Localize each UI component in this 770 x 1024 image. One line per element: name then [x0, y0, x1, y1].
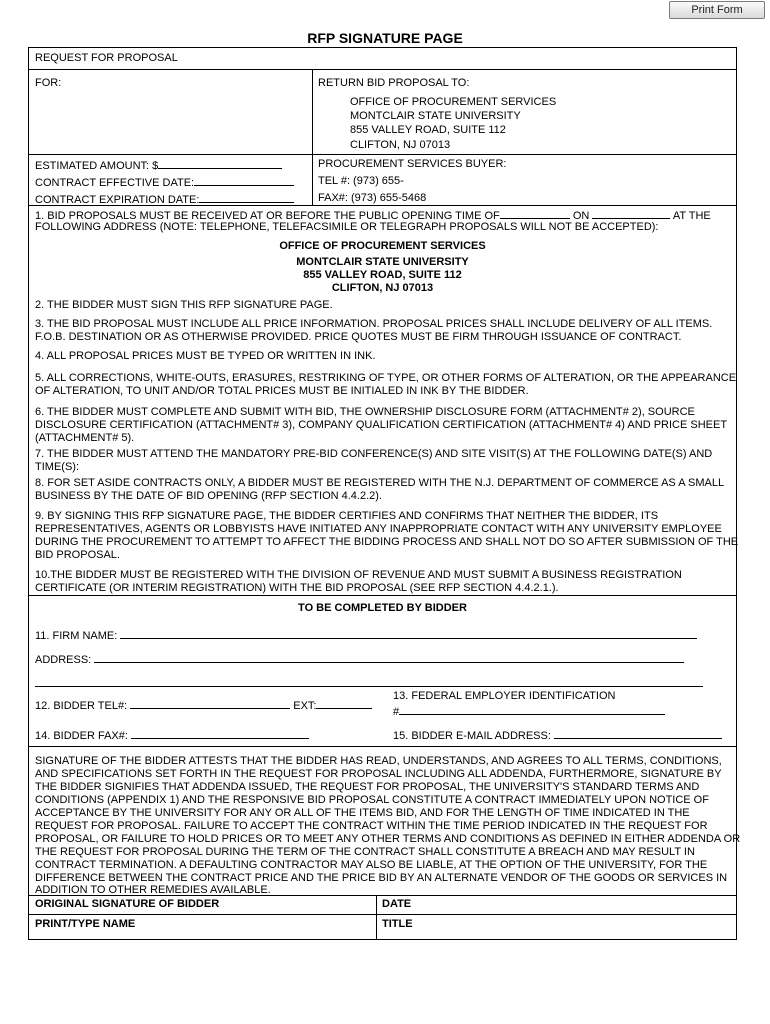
attestation-line: REQUEST FOR PROPOSAL. FAILURE TO ACCEPT THE CONTRACT WITHIN THE TIME PERIOD INDICATED IN THE REQUEST FOR — [35, 820, 708, 832]
rule-header — [28, 69, 737, 70]
original-signature-label: ORIGINAL SIGNATURE OF BIDDER — [35, 898, 220, 910]
divider-header — [312, 69, 313, 205]
contract-effective-field[interactable] — [35, 175, 294, 190]
attestation-line: SIGNATURE OF THE BIDDER ATTESTS THAT THE BIDDER HAS READ, UNDERSTANDS, AND AGREES TO ALL TERMS, CONDITIONS, — [35, 755, 722, 767]
instruction-5: 5. ALL CORRECTIONS, WHITE-OUTS, ERASURES, RESTRIKING OF TYPE, OR OTHER FORMS OF ALTERATION, OR THE APPEARANCE — [35, 372, 737, 384]
firm-name-label: 11. FIRM NAME: — [35, 630, 118, 642]
instruction-9: REPRESENTATIVES, AGENTS OR LOBBYISTS HAVE INITIATED ANY INAPPROPRIATE CONTACT WITH ANY UNIVERSITY EMPLOYEE — [35, 523, 722, 535]
estimated-amount-field[interactable] — [35, 158, 282, 173]
address-field-line2[interactable] — [35, 676, 703, 691]
estimated-amount-label: ESTIMATED AMOUNT: $ — [35, 160, 159, 172]
contract-effective-label: CONTRACT EFFECTIVE DATE: — [35, 177, 195, 189]
instruction-9: 9. BY SIGNING THIS RFP SIGNATURE PAGE, THE BIDDER CERTIFIES AND CONFIRMS THAT NEITHER THE BIDDER, ITS — [35, 510, 659, 522]
opening-address-line: MONTCLAIR STATE UNIVERSITY — [296, 256, 469, 268]
bidder-fax-field[interactable] — [35, 728, 309, 743]
address-field[interactable] — [35, 652, 684, 667]
return-address-line: OFFICE OF PROCUREMENT SERVICES — [350, 96, 557, 108]
instruction-2: 2. THE BIDDER MUST SIGN THIS RFP SIGNATURE PAGE. — [35, 299, 333, 311]
instruction-9: DURING THE PROCUREMENT TO ATTEMPT TO AFFECT THE BIDDING PROCESS AND SHALL NOT DO SO AFTER SUBMISSION OF THE — [35, 536, 739, 548]
title-label: TITLE — [382, 918, 413, 930]
contract-expiration-field[interactable] — [35, 192, 294, 207]
opening-address-line: CLIFTON, NJ 07013 — [331, 282, 434, 294]
rule-print-name — [28, 914, 737, 915]
return-address-line: MONTCLAIR STATE UNIVERSITY — [350, 110, 521, 122]
divider-signature — [376, 895, 377, 940]
buyer-fax: FAX#: (973) 655-5468 — [318, 192, 427, 204]
instruction-10: CERTIFICATE (OR INTERIM REGISTRATION) WITH THE BID PROPOSAL (SEE RFP SECTION 4.4.2.1.). — [35, 582, 559, 594]
bidder-tel-label: 12. BIDDER TEL#: — [35, 700, 128, 712]
contract-expiration-label: CONTRACT EXPIRATION DATE: — [35, 194, 200, 206]
return-address-line: 855 VALLEY ROAD, SUITE 112 — [350, 124, 506, 136]
attestation-line: THE BIDDER SIGNIFIES THAT ADDENDA ISSUED, THE REQUEST FOR PROPOSAL, THE UNIVERSITY'S STANDARD TERMS AND — [35, 781, 700, 793]
opening-address-line: 855 VALLEY ROAD, SUITE 112 — [303, 269, 462, 281]
instruction-1-cont: FOLLOWING ADDRESS (NOTE: TELEPHONE, TELEFACSIMILE OR TELEGRAPH PROPOSALS WILL NOT BE ACCEPTED): — [35, 221, 659, 233]
rule-attestation — [28, 746, 737, 747]
ext-label: EXT: — [293, 700, 317, 712]
attestation-line: AND SPECIFICATIONS SET FORTH IN THE REQUEST FOR PROPOSAL INCLUDING ALL ADDENDA, FURTHERMORE, SIGNATURE BY — [35, 768, 722, 780]
attestation-line: CONTRACT TERMINATION. A DEFAULTING CONTRACTOR MAY ALSO BE LIABLE, AT THE OPTION OF THE UNIVERSITY, FOR THE — [35, 859, 708, 871]
instruction-5: OF ALTERATION, TO UNIT AND/OR TOTAL PRICES MUST BE INITIALED IN INK BY THE BIDDER. — [35, 385, 529, 397]
instruction-8: 8. FOR SET ASIDE CONTRACTS ONLY, A BIDDER MUST BE REGISTERED WITH THE N.J. DEPARTMENT OF COMMERCE AS A SMALL — [35, 477, 725, 489]
rule-bidder — [28, 595, 737, 596]
instruction-7: 7. THE BIDDER MUST ATTEND THE MANDATORY PRE-BID CONFERENCE(S) AND SITE VISIT(S) AT THE FOLLOWING DATE(S) AND — [35, 448, 713, 460]
bidder-email-label: 15. BIDDER E-MAIL ADDRESS: — [393, 730, 551, 742]
return-label: RETURN BID PROPOSAL TO: — [318, 77, 470, 89]
attestation-line: DIFFERENCE BETWEEN THE CONTRACT PRICE AND THE PRICE BID BY AN ALTERNATE VENDOR OF THE GOODS OR SERVICES IN — [35, 872, 728, 884]
bidder-fax-label: 14. BIDDER FAX#: — [35, 730, 128, 742]
instruction-8: BUSINESS BY THE DATE OF BID OPENING (RFP SECTION 4.4.2.2). — [35, 490, 382, 502]
instruction-6: (ATTACHMENT# 5). — [35, 432, 135, 444]
instruction-1-text: 1. BID PROPOSALS MUST BE RECEIVED AT OR BEFORE THE PUBLIC OPENING TIME OF — [35, 210, 500, 222]
instruction-9: BID PROPOSAL. — [35, 549, 120, 561]
instruction-3: F.O.B. DESTINATION OR AS OTHERWISE PROVIDED. PRICE QUOTES MUST BE FIRM THROUGH ISSUANCE OF CONTRACT. — [35, 331, 682, 343]
fein-label: 13. FEDERAL EMPLOYER IDENTIFICATION — [393, 690, 616, 702]
print-form-button[interactable]: Print Form — [669, 1, 765, 19]
buyer-label: PROCUREMENT SERVICES BUYER: — [318, 158, 507, 170]
date-label: DATE — [382, 898, 412, 910]
fein-hash: # — [393, 706, 400, 718]
opening-address-line: OFFICE OF PROCUREMENT SERVICES — [279, 240, 486, 252]
attestation-line: ACCEPTANCE BY THE UNIVERSITY FOR ANY OR ALL OF THE ITEMS BID, AND FOR THE LENGTH OF TIME INDICATED IN THE — [35, 807, 690, 819]
bidder-tel-field[interactable] — [35, 698, 372, 713]
instruction-10: 10.THE BIDDER MUST BE REGISTERED WITH THE DIVISION OF REVENUE AND MUST SUBMIT A BUSINESS REGISTRATION — [35, 569, 682, 581]
request-label: REQUEST FOR PROPOSAL — [35, 52, 178, 64]
attestation-line: CONDITIONS (APPENDIX 1) AND THE RESPONSIVE BID PROPOSAL CONSTITUTE A CONTRACT IMMEDIATELY UPON NOTICE OF — [35, 794, 709, 806]
bidder-email-field[interactable] — [393, 728, 722, 743]
instruction-1-at: AT THE — [672, 210, 711, 222]
instruction-4: 4. ALL PROPOSAL PRICES MUST BE TYPED OR WRITTEN IN INK. — [35, 350, 376, 362]
buyer-tel: TEL #: (973) 655- — [318, 175, 404, 187]
firm-name-field[interactable] — [35, 628, 697, 643]
print-name-label: PRINT/TYPE NAME — [35, 918, 136, 930]
page-title: RFP SIGNATURE PAGE — [307, 30, 463, 46]
attestation-line: THE REQUEST FOR PROPOSAL DURING THE TERM OF THE CONTRACT SHALL CONSTITUTE A BREACH AND MAY RESULT IN — [35, 846, 695, 858]
attestation-line: ADDITION TO OTHER REMEDIES AVAILABLE. — [35, 884, 271, 896]
instruction-6: DISCLOSURE CERTIFICATION (ATTACHMENT# 3), COMPANY QUALIFICATION CERTIFICATION (ATTACHMENT# 4) AND PRICE SHEET — [35, 419, 728, 431]
attestation-line: PROPOSAL, OR FAILURE TO HOLD PRICES OR TO MEET ANY OTHER TERMS AND CONDITIONS AS DEFINED IN EITHER ADDENDA OR — [35, 833, 741, 845]
instruction-6: 6. THE BIDDER MUST COMPLETE AND SUBMIT WITH BID, THE OWNERSHIP DISCLOSURE FORM (ATTACHMENT# 2), SOURCE — [35, 406, 695, 418]
fein-field[interactable] — [393, 704, 665, 719]
rule-amount — [28, 154, 737, 155]
bidder-heading: TO BE COMPLETED BY BIDDER — [298, 602, 467, 614]
address-label: ADDRESS: — [35, 654, 92, 666]
instruction-1-on: ON — [572, 210, 590, 222]
instruction-7: TIME(S): — [35, 461, 79, 473]
for-label: FOR: — [35, 77, 62, 89]
instruction-3: 3. THE BID PROPOSAL MUST INCLUDE ALL PRICE INFORMATION. PROPOSAL PRICES SHALL INCLUDE DELIVERY OF ALL ITEMS. — [35, 318, 713, 330]
return-address-line: CLIFTON, NJ 07013 — [350, 139, 451, 151]
